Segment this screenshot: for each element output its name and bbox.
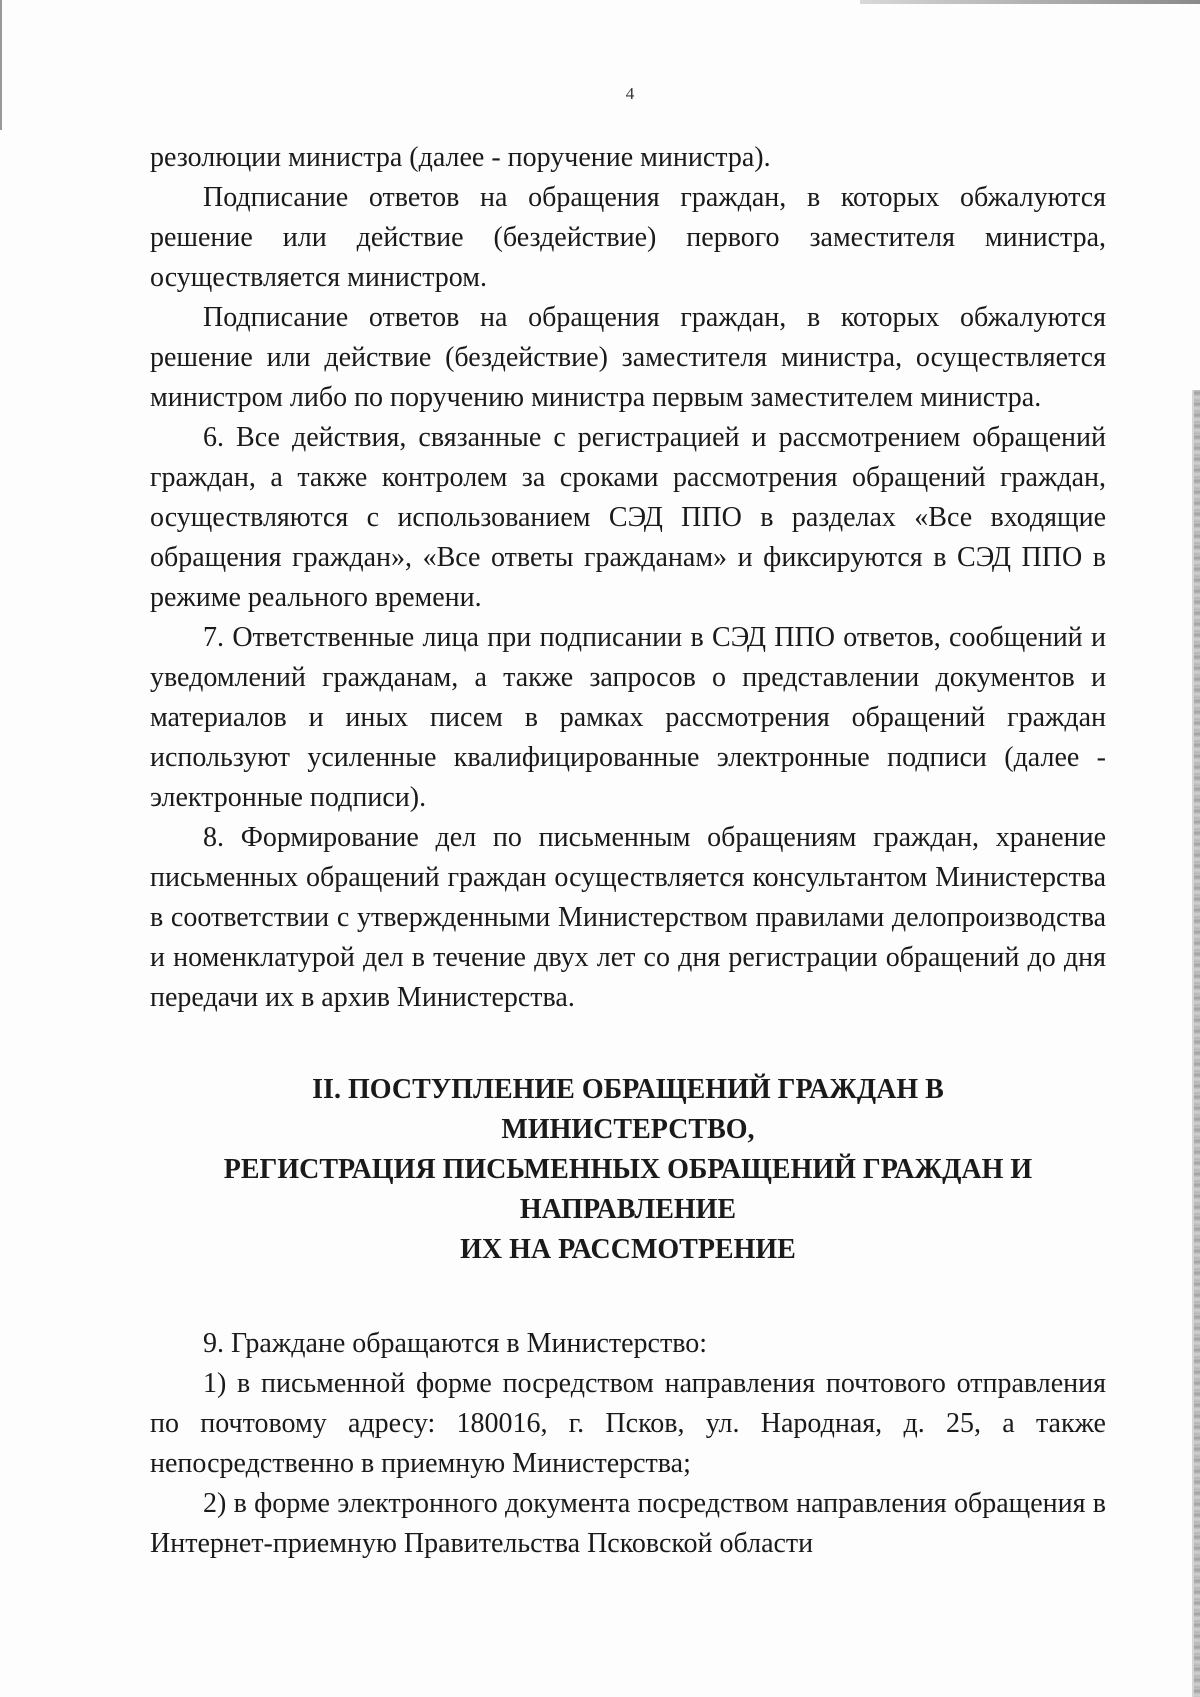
- section-heading-line: МИНИСТЕРСТВО,: [501, 1114, 755, 1145]
- scan-edge-left: [0, 0, 2, 130]
- paragraph: резолюции министра (далее - поручение министра).: [150, 142, 771, 173]
- paragraph: Подписание ответов на обращения граждан, в которых обжалуются решение или действие (бездействие) первого заместителя министра, осуществляется министром.: [150, 182, 1106, 293]
- section-heading: [150, 1070, 1106, 1270]
- paragraph-subitem-2: 2) в форме электронного документа посредством направления обращения в Интернет-приемную Правительства Псковской области: [150, 1488, 1106, 1559]
- paragraph-subitem-1: 1) в письменной форме посредством направления почтового отправления по почтовому адресу: 180016, г. Псков, ул. Народная, д. 25, а также непосредственно в приемную Министерства;: [150, 1368, 1106, 1479]
- section-heading-line: НАПРАВЛЕНИЕ: [519, 1194, 737, 1225]
- paragraph-item-6: 6. Все действия, связанные с регистрацией и рассмотрением обращений граждан, а также контролем за сроками рассмотрения обращений граждан, осуществляются с использованием СЭД ППО в разделах «Все входящие обращения граждан», «Все ответы гражданам» и фиксируются в СЭД ППО в режиме реального времени.: [150, 422, 1106, 613]
- paragraph: Подписание ответов на обращения граждан, в которых обжалуются решение или действие (бездействие) заместителя министра, осуществляется министром либо по поручению министра первым заместителем министра.: [150, 302, 1106, 413]
- document-body: [150, 138, 1106, 1564]
- section-heading-line: ИХ НА РАССМОТРЕНИЕ: [460, 1234, 796, 1265]
- page-number: 4: [625, 84, 635, 103]
- section-heading-line: II. ПОСТУПЛЕНИЕ ОБРАЩЕНИЙ ГРАЖДАН В: [312, 1074, 944, 1105]
- section-heading-line: РЕГИСТРАЦИЯ ПИСЬМЕННЫХ ОБРАЩЕНИЙ ГРАЖДАН И: [223, 1154, 1033, 1185]
- scan-edge-right: [1194, 390, 1200, 1697]
- scan-edge-top: [860, 0, 1200, 4]
- paragraph-item-9: 9. Граждане обращаются в Министерство:: [203, 1328, 708, 1359]
- paragraph-item-7: 7. Ответственные лица при подписании в СЭД ППО ответов, сообщений и уведомлений гражданам, а также запросов о представлении документов и материалов и иных писем в рамках рассмотрения обращений граждан используют усиленные квалифицированные электронные подписи (далее - электронные подписи).: [150, 622, 1106, 813]
- paragraph-item-8: 8. Формирование дел по письменным обращениям граждан, хранение письменных обращений граждан осуществляется консультантом Министерства в соответствии с утвержденными Министерством правилами делопроизводства и номенклатурой дел в течение двух лет со дня регистрации обращений до дня передачи их в архив Министерства.: [150, 822, 1106, 1013]
